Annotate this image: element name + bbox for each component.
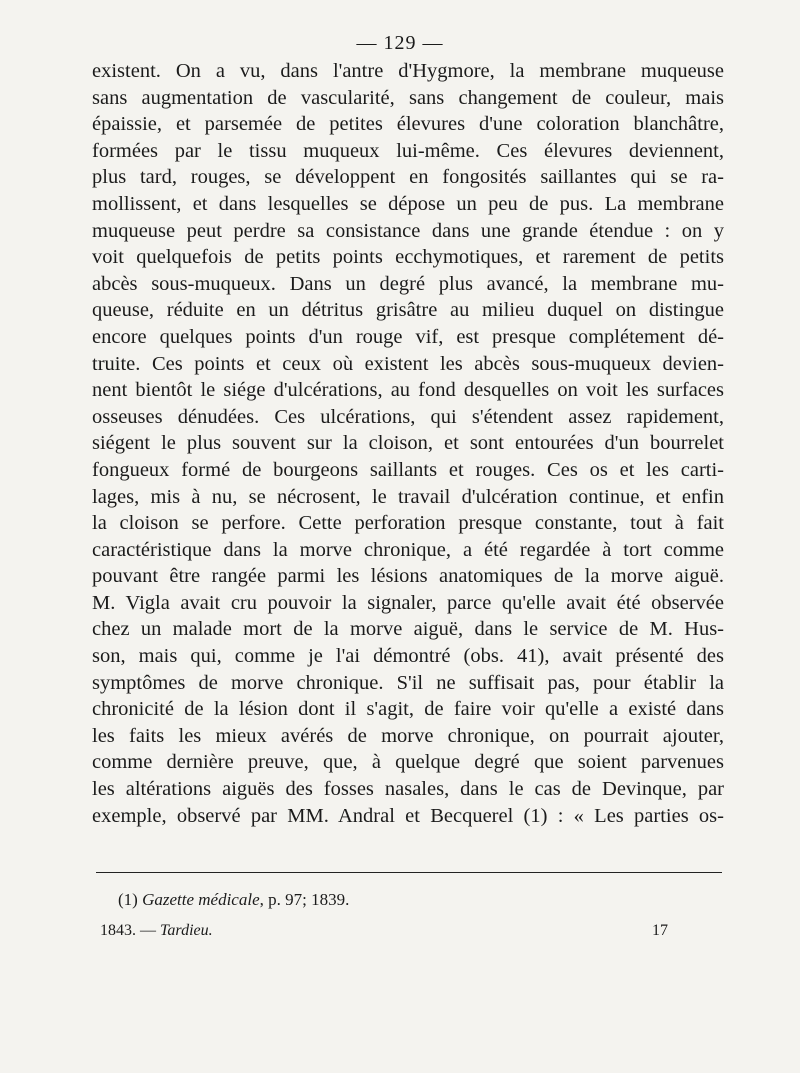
footnote (118, 890, 349, 910)
text-line: formées par le tissu muqueux lui-même. Ces élevures deviennent, (92, 139, 724, 162)
text-line: épaissie, et parsemée de petites élevures d'une coloration blanchâtre, (92, 113, 724, 136)
text-line: exemple, observé par MM. Andral et Becquerel (1) : « Les parties os- (92, 804, 724, 827)
text-line: son, mais qui, comme je l'ai démontré (obs. 41), avait présenté des (92, 645, 724, 668)
text-line: siégent le plus souvent sur la cloison, et sont entourées d'un bourrelet (92, 432, 724, 455)
text-line: abcès sous-muqueux. Dans un degré plus avancé, la membrane mu- (92, 272, 724, 295)
text-line: pouvant être rangée parmi les lésions anatomiques de la morve aiguë. (92, 565, 724, 588)
text-line: symptômes de morve chronique. S'il ne suffisait pas, pour établir la (92, 671, 724, 694)
signature-sheet: 17 (652, 922, 668, 939)
footnote-source: Gazette médicale (142, 890, 260, 909)
text-line: comme dernière preuve, que, à quelque degré que soient parvenues (92, 751, 724, 774)
text-line: fongueux formé de bourgeons saillants et rouges. Ces os et les carti- (92, 458, 724, 481)
text-line: la cloison se perfore. Cette perforation presque constante, tout à fait (92, 512, 724, 535)
page-number: — 129 — (356, 32, 444, 54)
text-line: muqueuse peut perdre sa consistance dans une grande étendue : on y (92, 219, 724, 242)
text-line: plus tard, rouges, se développent en fongosités saillantes qui se ra- (92, 166, 724, 189)
text-line: les altérations aiguës des fosses nasales, dans le cas de Devinque, par (92, 778, 724, 801)
signature-year: 1843. — (100, 922, 156, 939)
signature-author: Tardieu. (160, 922, 213, 939)
text-line: mollissent, et dans lesquelles se dépose un peu de pus. La membrane (92, 192, 724, 215)
text-line: queuse, réduite en un détritus grisâtre au milieu duquel on distingue (92, 299, 724, 322)
text-line: les faits les mieux avérés de morve chronique, on pourrait ajouter, (92, 724, 724, 747)
text-line: encore quelques points d'un rouge vif, est presque complétement dé- (92, 325, 724, 348)
text-line: chronicité de la lésion dont il s'agit, de faire voir qu'elle a existé dans (92, 698, 724, 721)
footnote-rule (96, 872, 722, 873)
text-line: osseuses dénudées. Ces ulcérations, qui s'étendent assez rapidement, (92, 405, 724, 428)
text-line: nent bientôt le siége d'ulcérations, au fond desquelles on voit les surfaces (92, 379, 724, 402)
text-line: chez un malade mort de la morve aiguë, dans le service de M. Hus- (92, 618, 724, 641)
footnote-marker: (1) (118, 890, 138, 909)
text-line: truite. Ces points et ceux où existent les abcès sous-muqueux devien- (92, 352, 724, 375)
body-text (92, 58, 724, 829)
footnote-reference: , p. 97; 1839. (259, 890, 350, 909)
text-line: M. Vigla avait cru pouvoir la signaler, parce qu'elle avait été observée (92, 591, 724, 614)
text-line: sans augmentation de vascularité, sans changement de couleur, mais (92, 86, 724, 109)
text-line: caractéristique dans la morve chronique, a été regardée à tort comme (92, 538, 724, 561)
text-line: lages, mis à nu, se nécrosent, le travail d'ulcération continue, et enfin (92, 485, 724, 508)
text-line: voit quelquefois de petits points ecchymotiques, et rarement de petits (92, 246, 724, 269)
signature-line (100, 922, 668, 940)
text-line: existent. On a vu, dans l'antre d'Hygmore, la membrane muqueuse (92, 60, 724, 82)
